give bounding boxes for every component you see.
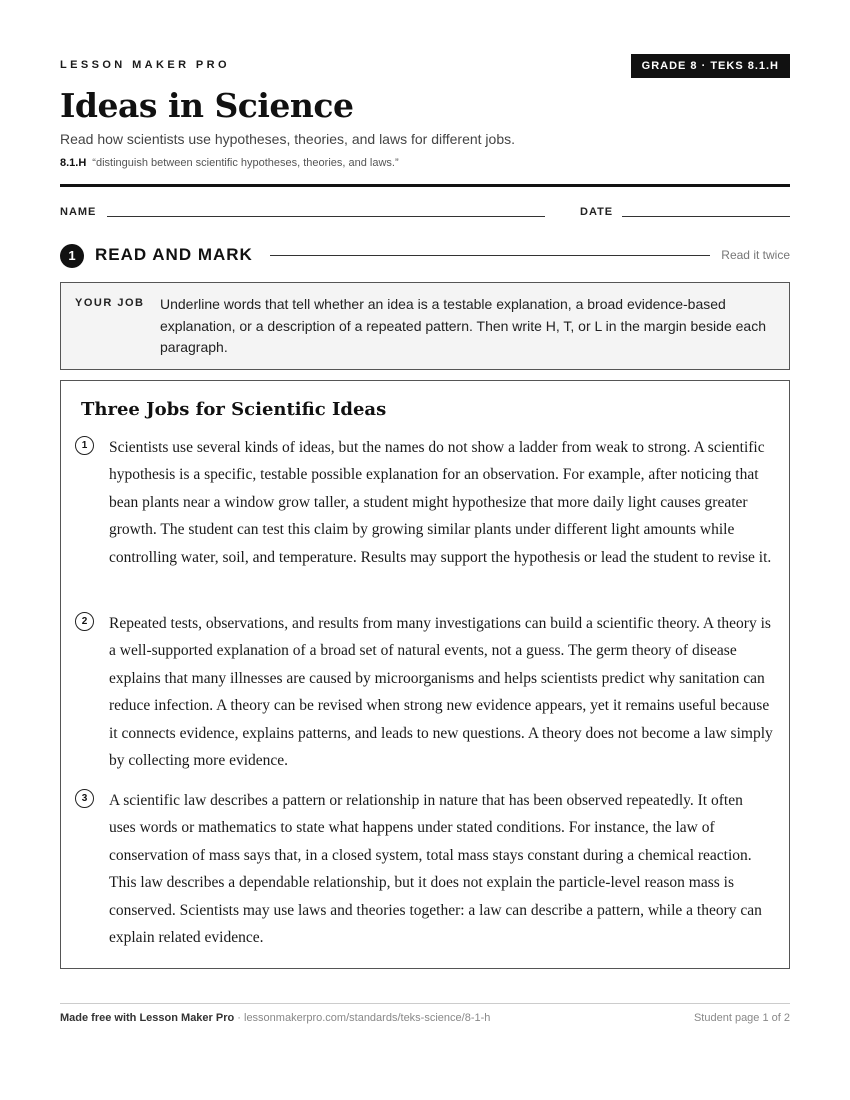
section-hint: Read it twice: [721, 248, 790, 262]
your-job-text: Underline words that tell whether an idea is a testable explanation, a broad evidence-based explanation, or a description of a repeated pattern. Then write H, T, or L in the margin beside each paragraph.: [160, 296, 766, 355]
footer-made-by: Made free with Lesson Maker Pro: [60, 1012, 235, 1024]
date-label: DATE: [580, 206, 614, 218]
name-field[interactable]: [107, 216, 545, 217]
reading-title: Three Jobs for Scientific Ideas: [81, 399, 387, 420]
section-title: READ AND MARK: [95, 245, 253, 264]
paragraph-number-1: 1: [75, 436, 94, 455]
paragraph-number-3: 3: [75, 789, 94, 808]
standard-code: 8.1.H: [60, 157, 87, 169]
paragraph-1: Scientists use several kinds of ideas, but the names do not show a ladder from weak to strong. A scientific hypothesis is a specific, testable possible explanation for an observation. For example, after noticing that bean plants near a window grow taller, a student might hypothesize that more daily light causes greater growth. The student can test this claim by growing similar plants under different light amounts while controlling water, soil, and temperature. Results may support the hypothesis or lead the student to revise it.: [109, 439, 772, 566]
brand-name: LESSON MAKER PRO: [60, 59, 230, 71]
footer-credit: [60, 1012, 490, 1024]
paragraph-3: A scientific law describes a pattern or relationship in nature that has been observed repeatedly. It often uses words or mathematics to state what happens under stated conditions. For instance, the law of conservation of mass says that, in a closed system, total mass stays constant during a chemical reaction. This law describes a dependable relationship, but it does not explain the particle-level reason mass is conserved. Scientists may use laws and theories together: a law can describe a pattern, while a theory can explain related evidence.: [109, 792, 762, 947]
name-label: NAME: [60, 206, 97, 218]
paragraph-number-2: 2: [75, 612, 94, 631]
page-subtitle: Read how scientists use hypotheses, theories, and laws for different jobs.: [60, 131, 515, 147]
your-job-label: YOUR JOB: [75, 297, 145, 309]
your-job-box: [60, 282, 790, 370]
footer-url: · lessonmakerpro.com/standards/teks-science/8-1-h: [234, 1012, 491, 1024]
standard-line: [60, 157, 399, 169]
header-divider: [60, 184, 790, 187]
footer-divider: [60, 1003, 790, 1004]
worksheet-page: [60, 0, 790, 1100]
standard-text: “distinguish between scientific hypotheses, theories, and laws.”: [92, 157, 399, 169]
section-number-badge: 1: [60, 244, 84, 268]
date-field[interactable]: [622, 216, 790, 217]
page-title: Ideas in Science: [60, 86, 354, 125]
footer-page-number: Student page 1 of 2: [693, 1012, 790, 1024]
section-divider: [270, 255, 710, 256]
grade-standard-badge: GRADE 8 · TEKS 8.1.H: [631, 54, 790, 78]
paragraph-2: Repeated tests, observations, and results from many investigations can build a scientific theory. A theory is a well-supported explanation of a broad set of natural events, not a guess. The germ theory of disease explains that many illnesses are caused by microorganisms and helps scientists predict why sanitation can reduce infection. A theory can be revised when strong new evidence appears, yet it remains useful because it connects evidence, explains patterns, and leads to new questions. A theory does not become a law simply by collecting more evidence.: [109, 615, 773, 770]
reading-passage-box: [60, 380, 790, 969]
